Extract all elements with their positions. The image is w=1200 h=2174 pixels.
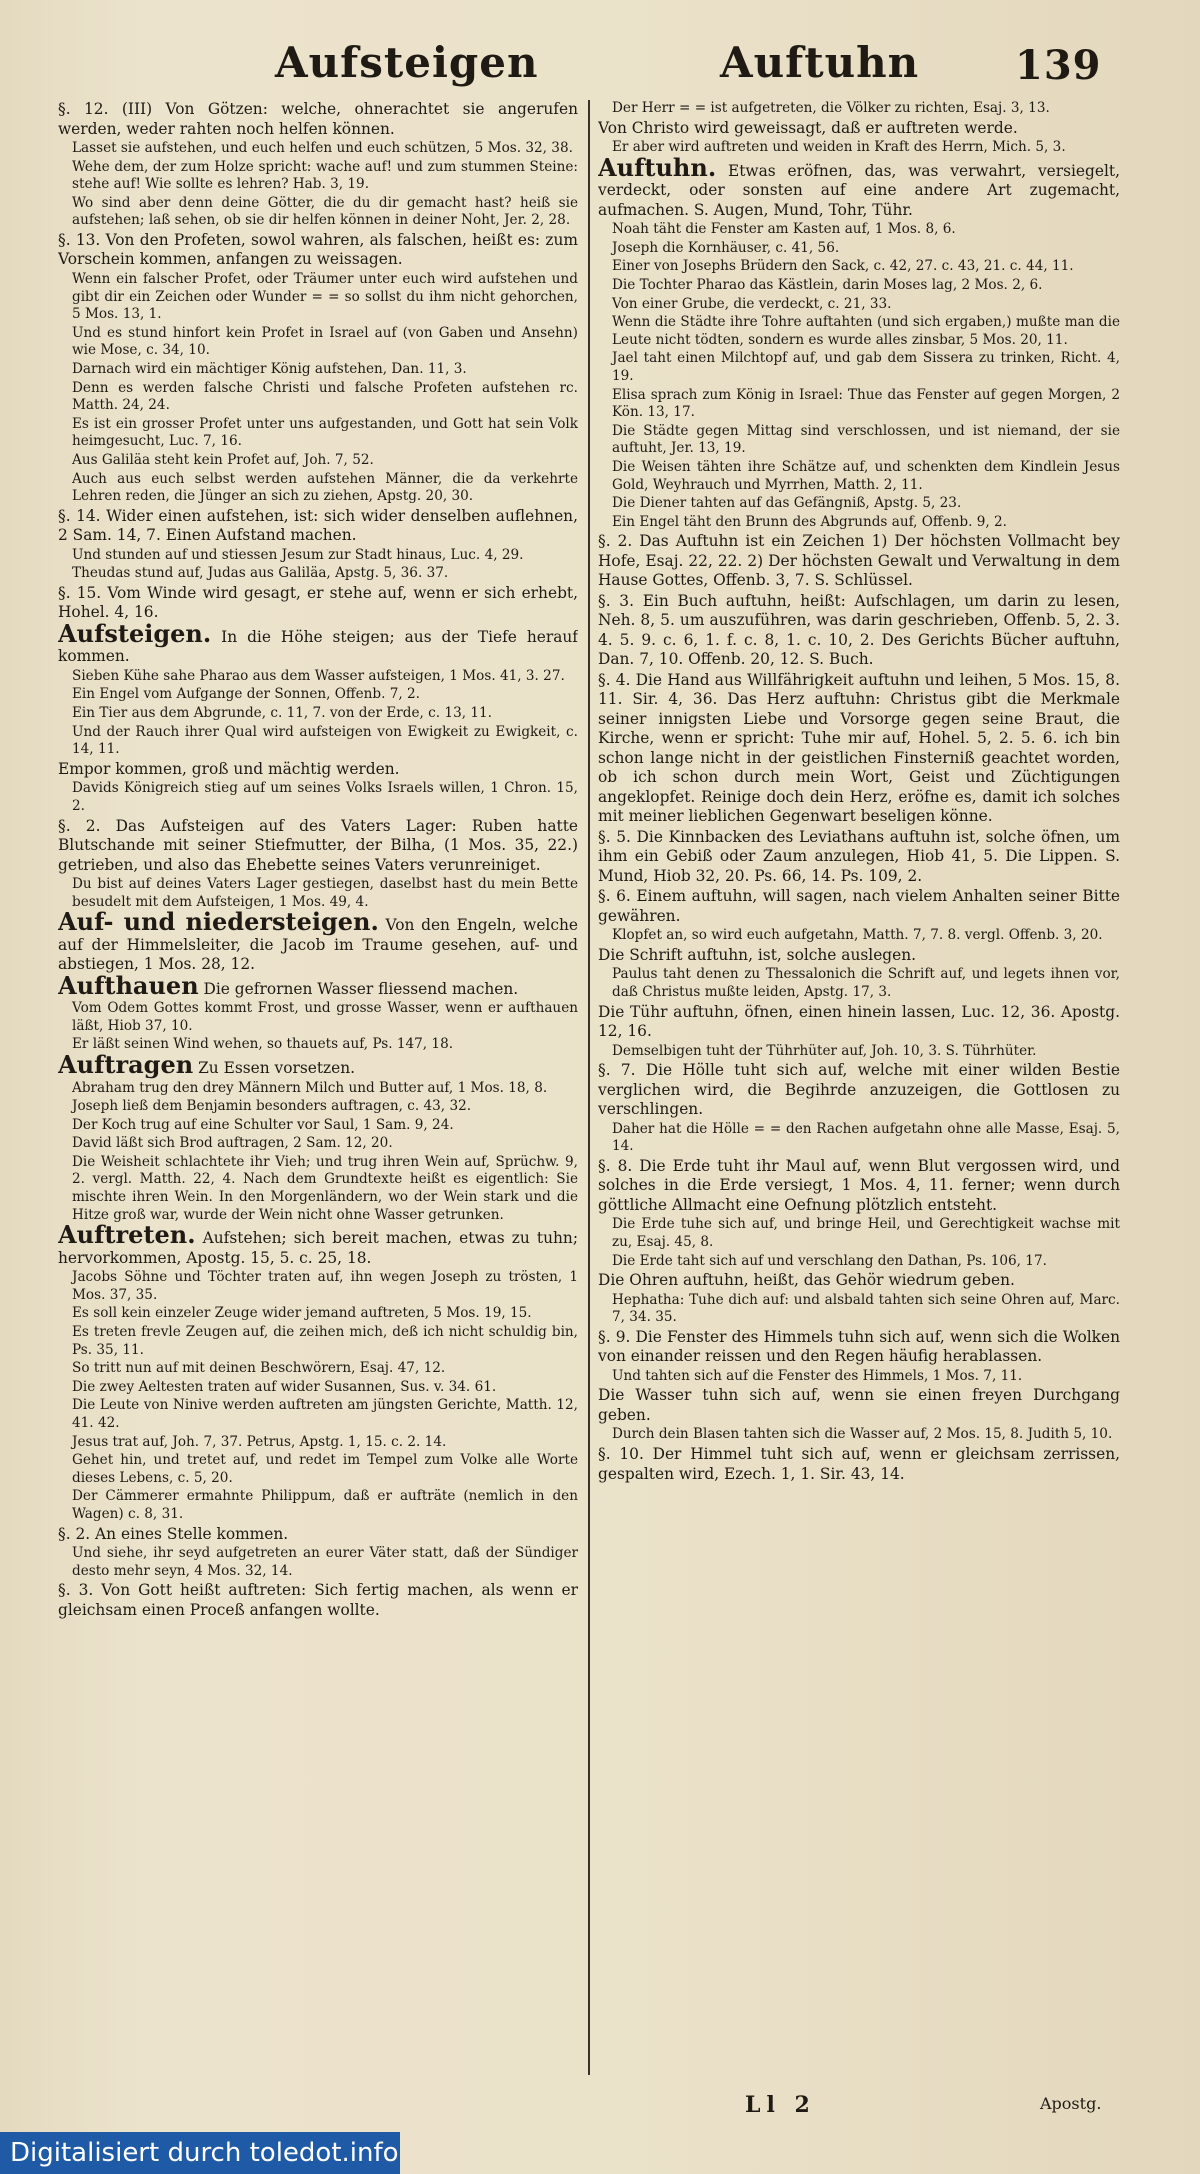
entry-text: §. 2. Das Aufsteigen auf des Vaters Lager: Ruben hatte Blutschande mit seiner Stiefmutter, der Bilha, (1 Mos. 35, 22.) getrieben, und also das Ehebette seines Vaters verunreiniget. xyxy=(58,816,578,874)
entry-text: §. 3. Von Gott heißt auftreten: Sich fertig machen, als wenn er gleichsam einen Proceß anfangen wollte. xyxy=(58,1581,578,1619)
running-head-left: Aufsteigen xyxy=(275,38,539,87)
citation-line xyxy=(58,271,578,324)
entry-paragraph xyxy=(58,618,578,667)
entry-text: Der Herr = = ist aufgetreten, die Völker zu richten, Esaj. 3, 13. xyxy=(612,100,1050,116)
entry-text: Theudas stund auf, Judas aus Galiläa, Apstg. 5, 36. 37. xyxy=(72,565,449,582)
entry-paragraph xyxy=(598,1271,1120,1291)
entry-paragraph xyxy=(598,671,1120,827)
entry-text: Es treten frevle Zeugen auf, die zeihen mich, deß ich nicht schuldig bin, Ps. 35, 11. xyxy=(72,1324,578,1358)
citation-line xyxy=(58,1397,578,1432)
citation-line xyxy=(598,1426,1120,1444)
entry-paragraph xyxy=(58,507,578,546)
entry-text: Die Tochter Pharao das Kästlein, darin Moses lag, 2 Mos. 2, 6. xyxy=(612,276,1043,293)
entry-text: §. 14. Wider einen aufstehen, ist: sich wider denselben auflehnen, 2 Sam. 14, 7. Einen Aufstand machen. xyxy=(58,506,578,545)
entry-text: §. 13. Von den Profeten, sowol wahren, als falschen, heißt es: zum Vorschein kommen, anfangen zu weissagen. xyxy=(58,230,578,269)
entry-paragraph xyxy=(58,907,578,975)
entry-text: Demselbigen tuht der Tührhüter auf, Joh. 10, 3. S. Tührhüter. xyxy=(612,1042,1037,1059)
entry-text: Es soll kein einzeler Zeuge wider jemand auftreten, 5 Mos. 19, 15. xyxy=(72,1305,532,1322)
citation-line xyxy=(598,221,1120,239)
entry-paragraph xyxy=(58,760,578,780)
citation-line xyxy=(598,258,1120,276)
entry-text: Ein Engel vom Aufgange der Sonnen, Offenb. 7, 2. xyxy=(72,686,420,703)
citation-line xyxy=(598,927,1120,945)
lemma-headword: Aufthauen xyxy=(58,970,199,1000)
entry-paragraph xyxy=(598,119,1120,139)
entry-text: Empor kommen, groß und mächtig werden. xyxy=(58,759,400,778)
entry-text: §. 2. An eines Stelle kommen. xyxy=(58,1524,289,1543)
entry-text: Die Städte gegen Mittag sind verschlossen, und ist niemand, der sie auftuht, Jer. 13, 19. xyxy=(612,422,1120,457)
entry-paragraph xyxy=(598,1445,1120,1484)
citation-line xyxy=(58,705,578,723)
citation-line xyxy=(598,1121,1120,1156)
citation-line xyxy=(598,1043,1120,1061)
citation-line xyxy=(598,277,1120,295)
citation-line xyxy=(598,1253,1120,1271)
entry-text: Von einer Grube, die verdeckt, c. 21, 33. xyxy=(612,295,892,312)
entry-text: Und es stund hinfort kein Profet in Israel auf (von Gaben und Ansehn) wie Mose, c. 34, 10. xyxy=(72,324,578,359)
entry-paragraph xyxy=(58,231,578,270)
citation-line xyxy=(598,1216,1120,1251)
citation-line xyxy=(58,1154,578,1224)
entry-text: Die Erde taht sich auf und verschlang den Dathan, Ps. 106, 17. xyxy=(612,1252,1047,1269)
citation-line xyxy=(598,387,1120,422)
entry-text: Ein Engel täht den Brunn des Abgrunds auf, Offenb. 9, 2. xyxy=(612,513,1007,530)
citation-line xyxy=(58,380,578,415)
entry-text: §. 5. Die Kinnbacken des Leviathans auftuhn ist, solche öfnen, um ihm ein Gebiß oder Zaum anzulegen, Hiob 41, 5. Die Lippen. S. Mund, Hiob 32, 20. Ps. 66, 14. Ps. 109, 2. xyxy=(598,827,1120,885)
entry-text: Denn es werden falsche Christi und falsche Profeten aufstehen rc. Matth. 24, 24. xyxy=(72,379,578,414)
citation-line xyxy=(58,1135,578,1153)
citation-line xyxy=(58,1117,578,1135)
right-column xyxy=(598,100,1120,2075)
citation-line xyxy=(58,668,578,686)
entry-text: Gehet hin, und tretet auf, und redet im Tempel zum Volke alle Worte dieses Lebens, c. 5, 20. xyxy=(72,1452,578,1486)
entry-text: Einer von Josephs Brüdern den Sack, c. 42, 27. c. 43, 21. c. 44, 11. xyxy=(612,258,1074,275)
page-number: 139 xyxy=(1015,42,1102,89)
entry-text: Von den Engeln, welche auf der Himmelsleiter, die Jacob im Traume gesehen, auf- und abstiegen, 1 Mos. 28, 12. xyxy=(58,916,578,974)
entry-text: Du bist auf deines Vaters Lager gestiegen, daselbst hast du mein Bette besudelt mit dem Aufsteigen, 1 Mos. 49, 4. xyxy=(72,876,578,910)
entry-paragraph xyxy=(598,887,1120,926)
citation-line xyxy=(58,1305,578,1323)
signature-mark: Ll 2 xyxy=(745,2092,816,2118)
citation-line xyxy=(598,314,1120,349)
entry-paragraph xyxy=(58,1525,578,1545)
entry-text: Er aber wird auftreten und weiden in Kraft des Herrn, Mich. 5, 3. xyxy=(612,139,1066,156)
entry-text: Und siehe, ihr seyd aufgetreten an eurer Väter statt, daß der Sündiger desto mehr seyn, 4 Mos. 32, 14. xyxy=(72,1545,578,1579)
entry-paragraph xyxy=(598,152,1120,221)
entry-text: Vom Odem Gottes kommt Frost, und grosse Wasser, wenn er aufthauen läßt, Hiob 37, 10. xyxy=(72,1000,578,1034)
entry-paragraph xyxy=(598,1386,1120,1425)
citation-line xyxy=(58,1269,578,1304)
entry-text: §. 4. Die Hand aus Willfährigkeit auftuhn und leihen, 5 Mos. 15, 8. 11. Sir. 4, 36. Das Herz auftuhn: Christus gibt die Merkmale seiner innigsten Liebe und Vorsorge gegen seine Braut, die Kirche, wenn er spricht: Tuhe mir auf, Hohel. 5, 2. 5. 6. ich bin schon lange nicht in der geistlichen Finsterniß geachtet worden, ob ich schon durch mein Wort, Geist und Züchtigungen angeklopfet. Reinige doch dein Herz, eröfne es, damit ich solches mit meiner lieblichen Gegenwart beseligen könne. xyxy=(598,670,1120,826)
entry-paragraph xyxy=(58,1220,578,1268)
entry-paragraph xyxy=(598,1328,1120,1367)
entry-text: Wehe dem, der zum Holze spricht: wache auf! und zum stummen Steine: stehe auf! Wie sollte es lehren? Hab. 3, 19. xyxy=(72,158,578,193)
entry-text: §. 12. (III) Von Götzen: welche, ohnerachtet sie angerufen werden, weder rahten noch helfen können. xyxy=(58,100,578,138)
citation-line xyxy=(598,1368,1120,1386)
entry-text: Und der Rauch ihrer Qual wird aufsteigen von Ewigkeit zu Ewigkeit, c. 14, 11. xyxy=(72,723,578,758)
entry-text: Jesus trat auf, Joh. 7, 37. Petrus, Apstg. 1, 15. c. 2. 14. xyxy=(72,1433,447,1450)
citation-line xyxy=(598,966,1120,1001)
entry-text: Der Cämmerer ermahnte Philippum, daß er aufträte (nemlich in den Wagen) c. 8, 31. xyxy=(72,1488,578,1522)
citation-line xyxy=(598,296,1120,314)
citation-line xyxy=(598,350,1120,385)
entry-text: So tritt nun auf mit deinen Beschwörern, Esaj. 47, 12. xyxy=(72,1360,446,1377)
entry-text: Davids Königreich stieg auf um seines Volks Israels willen, 1 Chron. 15, 2. xyxy=(72,780,578,814)
entry-text: Die Schrift auftuhn, ist, solche auslegen. xyxy=(598,945,917,964)
citation-line xyxy=(58,565,578,583)
entry-text: Etwas eröfnen, das, was verwahrt, versiegelt, verdeckt, oder sonsten auf eine andere Art zugemacht, aufmachen. S. Augen, Mund, Tohr, Tühr. xyxy=(598,161,1120,219)
entry-text: Joseph ließ dem Benjamin besonders auftragen, c. 43, 32. xyxy=(72,1098,472,1115)
citation-line xyxy=(58,1324,578,1359)
entry-paragraph xyxy=(598,946,1120,966)
entry-paragraph xyxy=(58,817,578,876)
entry-text: Die gefrornen Wasser fliessend machen. xyxy=(198,979,519,998)
entry-text: Jael taht einen Milchtopf auf, und gab dem Sissera zu trinken, Richt. 4, 19. xyxy=(612,350,1120,384)
entry-text: Die zwey Aeltesten traten auf wider Susannen, Sus. v. 34. 61. xyxy=(72,1378,497,1395)
entry-text: Jacobs Söhne und Töchter traten auf, ihn wegen Joseph zu trösten, 1 Mos. 37, 35. xyxy=(72,1269,578,1303)
entry-text: Zu Essen vorsetzen. xyxy=(193,1059,356,1077)
entry-text: Wenn ein falscher Profet, oder Träumer unter euch wird aufstehen und gibt dir ein Zeichen oder Wunder = = so sollst du ihm nicht gehorchen, 5 Mos. 13, 1. xyxy=(72,270,578,323)
entry-text: Und stunden auf und stiessen Jesum zur Stadt hinaus, Luc. 4, 29. xyxy=(72,546,524,563)
entry-text: Aus Galiläa steht kein Profet auf, Joh. 7, 52. xyxy=(72,451,374,468)
citation-line xyxy=(58,686,578,704)
entry-text: Die Weisen tähten ihre Schätze auf, und schenkten dem Kindlein Jesus Gold, Weyhrauch und Myrrhen, Matth. 2, 11. xyxy=(612,458,1120,493)
entry-text: §. 7. Die Hölle tuht sich auf, welche mit einer wilden Bestie verglichen wird, die Begihrde anzuzeigen, die Gottlosen zu verschlingen. xyxy=(598,1061,1120,1119)
column-divider xyxy=(588,100,590,2075)
entry-text: Es ist ein grosser Profet unter uns aufgestanden, und Gott hat sein Volk heimgesucht, Luc. 7, 16. xyxy=(72,415,578,450)
entry-text: Auch aus euch selbst werden aufstehen Männer, die da verkehrte Lehren reden, die Jünger an sich zu ziehen, Apstg. 20, 30. xyxy=(72,470,578,505)
citation-line xyxy=(58,1452,578,1487)
entry-text: Die Wasser tuhn sich auf, wenn sie einen freyen Durchgang geben. xyxy=(598,1386,1120,1424)
citation-line xyxy=(598,423,1120,458)
citation-line xyxy=(58,325,578,360)
entry-text: Sieben Kühe sahe Pharao aus dem Wasser aufsteigen, 1 Mos. 41, 3. 27. xyxy=(72,667,565,684)
citation-line xyxy=(58,724,578,759)
entry-text: Darnach wird ein mächtiger König aufstehen, Dan. 11, 3. xyxy=(72,360,467,377)
citation-line xyxy=(598,495,1120,513)
citation-line xyxy=(58,1098,578,1116)
entry-paragraph xyxy=(598,828,1120,887)
citation-line xyxy=(598,1292,1120,1327)
citation-line xyxy=(58,195,578,230)
entry-text: Ein Tier aus dem Abgrunde, c. 11, 7. von der Erde, c. 13, 11. xyxy=(72,705,492,722)
citation-line xyxy=(598,100,1120,118)
entry-paragraph xyxy=(598,1061,1120,1120)
entry-text: Wo sind aber denn deine Götter, die du dir gemacht hast? heiß sie aufstehen; laß sehen, ob sie dir helfen können in deiner Noht, Jer. 2, 28. xyxy=(72,194,578,229)
lemma-headword: Auftragen xyxy=(58,1050,194,1079)
entry-text: Klopfet an, so wird euch aufgetahn, Matth. 7, 7. 8. vergl. Offenb. 3, 20. xyxy=(612,927,1103,944)
citation-line xyxy=(58,547,578,565)
entry-text: Lasset sie aufstehen, und euch helfen und euch schützen, 5 Mos. 32, 38. xyxy=(72,140,573,156)
citation-line xyxy=(58,452,578,470)
entry-text: David läßt sich Brod auftragen, 2 Sam. 12, 20. xyxy=(72,1135,393,1152)
citation-line xyxy=(58,780,578,815)
lemma-headword: Auftuhn. xyxy=(598,152,717,182)
entry-paragraph xyxy=(598,1003,1120,1042)
entry-paragraph xyxy=(58,100,578,139)
entry-text: §. 6. Einem auftuhn, will sagen, nach vielem Anhalten seiner Bitte gewähren. xyxy=(598,887,1120,925)
entry-text: Hephatha: Tuhe dich auf: und alsbald tahten sich seine Ohren auf, Marc. 7, 34. 35. xyxy=(612,1291,1120,1326)
entry-text: Die Tühr auftuhn, öfnen, einen hinein lassen, Luc. 12, 36. Apostg. 12, 16. xyxy=(598,1002,1120,1041)
running-head-right: Auftuhn xyxy=(720,38,920,87)
entry-text: Daher hat die Hölle = = den Rachen aufgetahn ohne alle Masse, Esaj. 5, 14. xyxy=(612,1120,1120,1155)
entry-paragraph xyxy=(598,532,1120,591)
entry-text: Wenn die Städte ihre Tohre auftahten (und sich ergaben,) mußte man die Leute nicht tödten, sondern es wurde alles zinsbar, 5 Mos. 20, 11. xyxy=(612,314,1120,348)
citation-line xyxy=(58,416,578,451)
left-column xyxy=(58,100,578,2075)
citation-line xyxy=(58,361,578,379)
entry-paragraph xyxy=(58,970,578,1000)
entry-text: §. 3. Ein Buch auftuhn, heißt: Aufschlagen, um darin zu lesen, Neh. 8, 5. um auszuführen, was darin geschrieben, Offenb. 5, 2. 3. 4. 5. 9. c. 6, 1. f. c. 8, 1. c. 10, 2. Des Gerichts Bücher auftuhn, Dan. 7, 10. Offenb. 20, 12. S. Buch. xyxy=(598,591,1120,669)
entry-text: Der Koch trug auf eine Schulter vor Saul, 1 Sam. 9, 24. xyxy=(72,1116,454,1133)
citation-line xyxy=(58,1000,578,1035)
entry-text: §. 8. Die Erde tuht ihr Maul auf, wenn Blut vergossen wird, und solches in die Erde versiegt, 1 Mos. 4, 11. ferner; wenn durch göttliche Allmacht eine Oefnung plötzlich entsteht. xyxy=(598,1156,1120,1214)
entry-text: Die Weisheit schlachtete ihr Vieh; und trug ihren Wein auf, Sprüchw. 9, 2. vergl. Matth. 22, 4. Nach dem Grundtexte heißt es eigentlich: Sie mischte ihren Wein. In den Morgenländern, wo der Wein stark und die Hitze groß war, wurde der Wein nicht ohne Wasser getrunken. xyxy=(72,1153,578,1223)
catchword: Apostg. xyxy=(1040,2094,1102,2113)
entry-paragraph xyxy=(598,592,1120,670)
entry-text: §. 10. Der Himmel tuht sich auf, wenn er gleichsam zerrissen, gespalten wird, Ezech. 1, 1. Sir. 43, 14. xyxy=(598,1445,1120,1483)
entry-text: Die Erde tuhe sich auf, und bringe Heil, und Gerechtigkeit wachse mit zu, Esaj. 45, 8. xyxy=(612,1216,1120,1250)
entry-text: Die Leute von Ninive werden auftreten am jüngsten Gerichte, Matth. 12, 41. 42. xyxy=(72,1397,578,1431)
entry-text: Noah täht die Fenster am Kasten auf, 1 Mos. 8, 6. xyxy=(612,221,956,238)
citation-line xyxy=(58,876,578,911)
entry-paragraph xyxy=(58,584,578,623)
entry-text: Abraham trug den drey Männern Milch und Butter auf, 1 Mos. 18, 8. xyxy=(72,1079,548,1096)
citation-line xyxy=(58,1545,578,1580)
entry-text: Die Diener tahten auf das Gefängniß, Apstg. 5, 23. xyxy=(612,495,962,512)
digitization-banner[interactable]: Digitalisiert durch toledot.info xyxy=(0,2132,400,2174)
entry-text: Paulus taht denen zu Thessalonich die Schrift auf, und legets ihnen vor, daß Christus mußte leiden, Apstg. 17, 3. xyxy=(612,966,1120,1000)
citation-line xyxy=(598,240,1120,258)
citation-line xyxy=(58,1360,578,1378)
citation-line xyxy=(58,1379,578,1397)
entry-text: Und tahten sich auf die Fenster des Himmels, 1 Mos. 7, 11. xyxy=(612,1367,1023,1384)
entry-text: Von Christo wird geweissagt, daß er auftreten werde. xyxy=(598,118,1018,137)
citation-line xyxy=(58,1434,578,1452)
entry-text: §. 2. Das Auftuhn ist ein Zeichen 1) Der höchsten Vollmacht bey Hofe, Esaj. 22, 22. 2) Der höchsten Gewalt und Verwaltung in dem Hause Gottes, Offenb. 3, 7. S. Schlüssel. xyxy=(598,532,1120,590)
citation-line xyxy=(58,140,578,158)
entry-text: In die Höhe steigen; aus der Tiefe herauf kommen. xyxy=(58,627,578,666)
entry-text: Aufstehen; sich bereit machen, etwas zu tuhn; hervorkommen, Apostg. 15, 5. c. 25, 18. xyxy=(58,1229,578,1267)
entry-paragraph xyxy=(58,1050,578,1079)
entry-text: Die Ohren auftuhn, heißt, das Gehör wiedrum geben. xyxy=(598,1271,1015,1290)
entry-text: §. 15. Vom Winde wird gesagt, er stehe auf, wenn er sich erhebt, Hohel. 4, 16. xyxy=(58,583,578,622)
lemma-headword: Auf- und niedersteigen. xyxy=(58,907,379,937)
entry-text: Joseph die Kornhäuser, c. 41, 56. xyxy=(612,239,840,256)
entry-text: Er läßt seinen Wind wehen, so thauets auf, Ps. 147, 18. xyxy=(72,1036,454,1053)
citation-line xyxy=(598,459,1120,494)
entry-paragraph xyxy=(598,1157,1120,1216)
entry-paragraph xyxy=(58,1581,578,1620)
entry-text: Durch dein Blasen tahten sich die Wasser auf, 2 Mos. 15, 8. Judith 5, 10. xyxy=(612,1426,1113,1443)
citation-line xyxy=(58,1080,578,1098)
lemma-headword: Aufsteigen. xyxy=(58,618,212,648)
entry-text: Elisa sprach zum König in Israel: Thue das Fenster auf gegen Morgen, 2 Kön. 13, 17. xyxy=(612,386,1120,421)
citation-line xyxy=(58,159,578,194)
citation-line xyxy=(598,514,1120,532)
lemma-headword: Auftreten. xyxy=(58,1220,196,1250)
citation-line xyxy=(58,471,578,506)
citation-line xyxy=(58,1488,578,1523)
entry-text: §. 9. Die Fenster des Himmels tuhn sich auf, wenn sich die Wolken von einander reissen und den Regen häufig herablassen. xyxy=(598,1327,1120,1366)
